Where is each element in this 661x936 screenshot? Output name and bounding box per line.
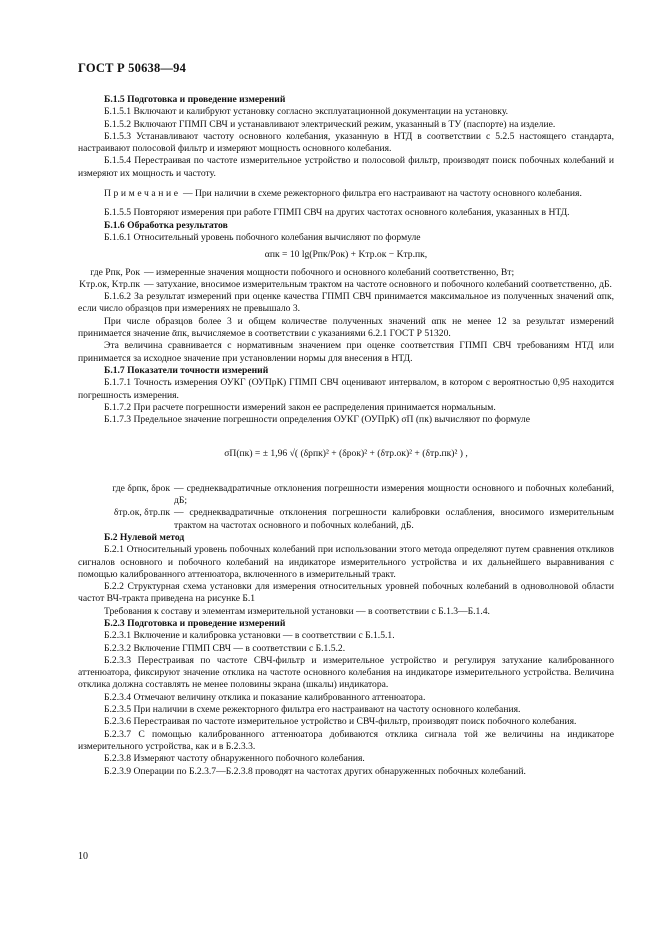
legend-symbol-text: δтр.ок, δтр.пк xyxy=(113,507,170,519)
text: Б.1.7.2 При расчете погрешности измерений закон ее распределения принимается нормальным. xyxy=(104,401,496,413)
paragraph xyxy=(78,766,614,778)
text: Б.1.5.5 Повторяют измерения при работе ГПМП СВЧ на других частотах основного колебания, указанных в НТД. xyxy=(104,207,570,219)
page-number: 10 xyxy=(78,851,88,862)
paragraph xyxy=(78,716,614,728)
paragraph xyxy=(78,340,614,365)
legend-lead: где xyxy=(90,266,106,278)
text: Б.1.5 Подготовка и проведение измерений xyxy=(104,94,286,105)
text: αпк = 10 lg(Pпк/Pок) + Kтр.ок − Kтр.пк, xyxy=(264,249,428,261)
paragraph xyxy=(78,207,614,219)
section-heading xyxy=(78,532,614,544)
text: Б.2.3.1 Включение и калибровка установки — в соответствии с Б.1.5.1. xyxy=(104,630,395,642)
note xyxy=(78,188,614,200)
text: Б.2.3.6 Перестраивая по частоте измерительное устройство и СВЧ-фильтр, производят поиск побочного колебания. xyxy=(104,716,577,728)
text: σП(пк) = ± 1,96 √( (δрпк)² + (δрок)² + (δтр.ок)² + (δтр.пк)² ) , xyxy=(224,448,468,460)
paragraph xyxy=(78,402,614,414)
text: Б.2.2 Структурная схема установки для измерения относительных уровней побочных колебаний в одноволновой области частот ВЧ-тракта приведена на рисунке Б.1 xyxy=(78,581,614,605)
paragraph xyxy=(78,606,614,618)
paragraph xyxy=(78,544,614,581)
paragraph xyxy=(78,377,614,402)
section-heading xyxy=(78,618,614,630)
text: Б.2.3.9 Операции по Б.2.3.7—Б.2.3.8 проводят на частотах других обнаруженных побочных колебаний. xyxy=(104,765,526,777)
text: — При наличии в схеме режекторного фильтра его настраивают на частоту основного колебания. xyxy=(180,188,582,200)
formula xyxy=(78,249,614,261)
text: Б.2.3.8 Измеряют частоту обнаруженного побочного колебания. xyxy=(104,753,365,765)
text: Б.1.7.3 Предельное значение погрешности определения ОУКГ (ОУПрК) σП (пк) вычисляют по формуле xyxy=(104,414,530,426)
text: Б.2.3.4 Отмечают величину отклика и показание калиброванного аттенюатора. xyxy=(104,691,426,703)
text: Б.1.7 Показатели точности измерений xyxy=(104,364,269,376)
text: Б.1.5.2 Включают ГПМП СВЧ и устанавливают электрический режим, указанный в ТУ (паспорте) на изделие. xyxy=(104,118,556,130)
document-body xyxy=(78,94,614,778)
text: Требования к составу и элементам измерительной установки — в соответствии с Б.1.3—Б.1.4. xyxy=(104,605,490,617)
paragraph xyxy=(78,119,614,131)
text: При числе образцов более 3 и общем количестве полученных значений αпк не менее 12 за результат измерений принимается значение ᾱпк, вычисляемое в соответствии с указаниями 6.2.1 ГОСТ Р 51320. xyxy=(78,315,614,340)
text: Б.1.5.3 Устанавливают частоту основного колебания, указанную в НТД в соответствии с 5.2.5 настоящего стандарта, настраивают полосовой фильтр и измеряют мощность основного колебания. xyxy=(78,130,614,155)
paragraph xyxy=(78,729,614,754)
symbol-legend xyxy=(78,267,614,292)
text: Б.1.6.1 Относительный уровень побочного колебания вычисляют по формуле xyxy=(104,231,421,243)
text: Б.2.3 Подготовка и проведение измерений xyxy=(104,617,286,629)
text: Б.1.6 Обработка результатов xyxy=(104,219,228,231)
paragraph xyxy=(78,131,614,156)
paragraph xyxy=(78,155,614,180)
symbol-legend xyxy=(78,483,614,532)
text: Б.1.6.2 За результат измерений при оценке качества ГПМП СВЧ принимается максимальное из полученных значений αпк, если число образцов при измерениях не превышало 3. xyxy=(78,291,614,315)
section-heading xyxy=(78,220,614,232)
text: Б.2.3.7 С помощью калиброванного аттенюатора добиваются отклика сигнала той же величины на индикаторе измерительного устройства, как и в Б.2.3.3. xyxy=(78,728,614,752)
paragraph xyxy=(78,643,614,655)
legend-definition: — затухание, вносимое измерительным трактом на частоте основного и побочного колебаний соответственно, дБ. xyxy=(144,278,612,290)
legend-symbol xyxy=(78,507,170,532)
legend-symbol-text: δрпк, δрок xyxy=(127,482,170,494)
text: Б.2.3.2 Включение ГПМП СВЧ — в соответствии с Б.1.5.2. xyxy=(104,642,346,654)
paragraph xyxy=(78,316,614,341)
legend-symbol xyxy=(78,279,140,291)
paragraph xyxy=(78,704,614,716)
text: Б.1.5.1 Включают и калибруют установку согласно эксплуатационной документации на установку. xyxy=(104,106,509,118)
legend-symbol-text: Pпк, Pок xyxy=(105,266,140,278)
text: Б.2.3.3 Перестраивая по частоте СВЧ-фильтр и измерительное устройство и регулируя затухание калиброванного аттенюатора, фиксируют значение отклика на частоте основного колебания на индикаторе измерительного устройства. Величина отклика должна составлять не менее половины экрана (шкалы) индикатора. xyxy=(78,654,614,691)
text: Б.2 Нулевой метод xyxy=(104,531,185,543)
section-heading xyxy=(78,94,614,106)
paragraph xyxy=(78,414,614,426)
text: Эта величина сравнивается с нормативным значением при оценке соответствия ГПМП СВЧ требованиям НТД или принимается за исходное значение при установлении нормы для внесения в НТД. xyxy=(78,340,614,364)
legend-definition: — измеренные значения мощности побочного и основного колебаний соответственно, Вт; xyxy=(144,266,515,278)
formula xyxy=(78,448,614,460)
paragraph xyxy=(78,581,614,606)
text: Б.2.1 Относительный уровень побочных колебаний при использовании этого метода определяют путем сравнения откликов сигналов основного и побочного колебаний на индикаторе измерительного устройства и их дальнейшего выравнивания с помощью калиброванного аттенюатора, включенного в измерительный тракт. xyxy=(78,544,614,580)
paragraph xyxy=(78,106,614,118)
note-label: Примечание xyxy=(104,188,181,200)
text: Б.1.5.4 Перестраивая по частоте измерительное устройство и полосовой фильтр, производят поиск побочных колебаний и измеряют их мощность и частоту. xyxy=(78,155,614,179)
paragraph xyxy=(78,692,614,704)
section-heading xyxy=(78,365,614,377)
text: Б.2.3.5 При наличии в схеме режекторного фильтра его настраивают на частоту основного колебания. xyxy=(104,704,521,716)
paragraph xyxy=(78,630,614,642)
legend-lead: где xyxy=(112,482,128,494)
legend-symbol xyxy=(78,483,170,508)
page-header: ГОСТ Р 50638—94 xyxy=(78,61,187,75)
legend-symbol xyxy=(78,267,140,279)
legend-symbol-text: Kтр.ок, Kтр.пк xyxy=(79,278,140,290)
legend-definition: — среднеквадратичные отклонения погрешности измерения мощности основного и побочных колебаний, дБ; xyxy=(174,482,614,507)
legend-definition: — среднеквадратичные отклонения погрешности калибровки ослабления, вносимого измерительным трактом на частотах основного и побочных колебаний, дБ. xyxy=(174,507,614,531)
paragraph xyxy=(78,232,614,244)
paragraph xyxy=(78,655,614,692)
paragraph xyxy=(78,291,614,316)
text: Б.1.7.1 Точность измерения ОУКГ (ОУПрК) ГПМП СВЧ оценивают интервалом, в котором с вероятностью 0,95 находится погрешность измерения. xyxy=(78,377,614,401)
paragraph xyxy=(78,753,614,765)
